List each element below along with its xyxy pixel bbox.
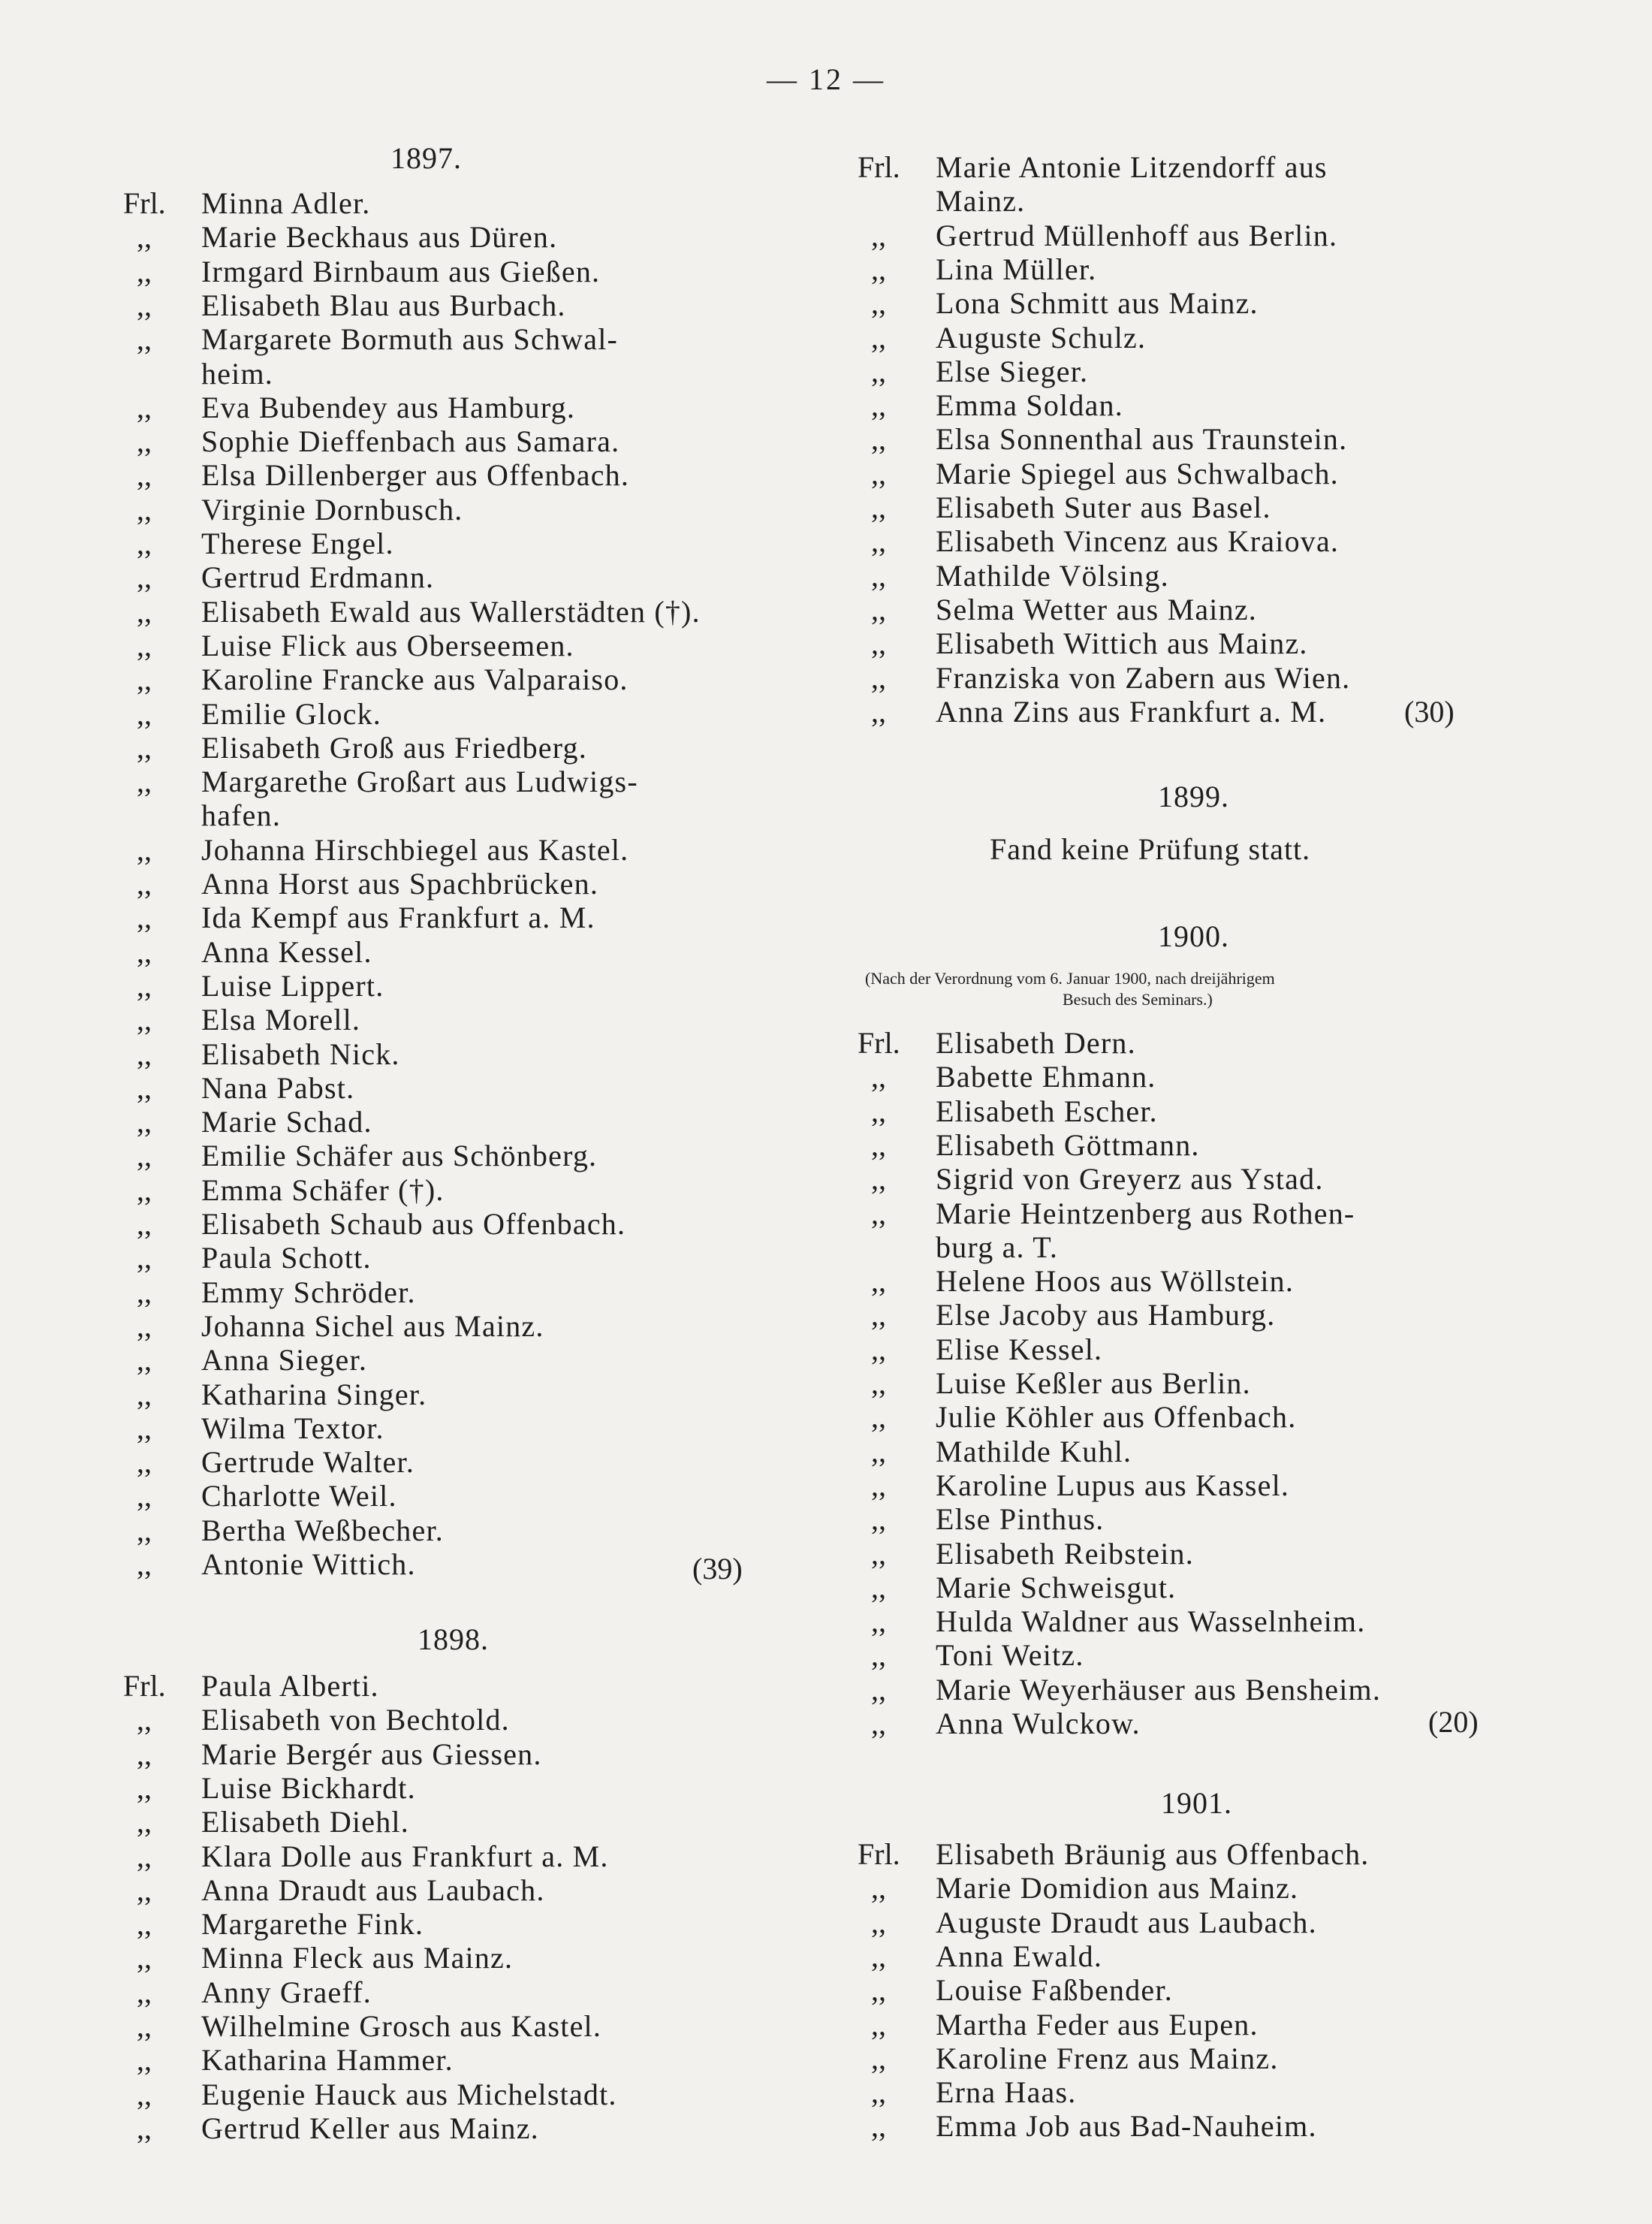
entry-prefix: ,,	[871, 1604, 886, 1639]
entry-line: Elise Kessel.	[936, 1332, 1103, 1366]
entry-prefix: ,,	[137, 1308, 152, 1343]
entry-line: Therese Engel.	[201, 527, 394, 560]
count-1898: (30)	[1404, 695, 1455, 729]
entry-prefix: ,,	[137, 1805, 152, 1839]
entry-prefix: Frl.	[858, 1837, 900, 1871]
entry-line: Mainz.	[936, 184, 1026, 219]
entry-prefix: ,,	[871, 1672, 886, 1706]
entry-line: Emma Job aus Bad-Nauheim.	[936, 2109, 1317, 2144]
ordinance-note-line-1: (Nach der Verordnung vom 6. Januar 1900, nach dreijährigem	[865, 969, 1275, 988]
entry-prefix: ,,	[137, 628, 152, 662]
entry-line: Elisabeth Blau aus Burbach.	[201, 288, 566, 322]
entry-line: Elisabeth Diehl.	[201, 1805, 409, 1839]
entry-prefix: ,,	[871, 490, 886, 524]
entry-prefix: ,,	[137, 1907, 152, 1942]
entry-line: hafen.	[201, 798, 282, 833]
entry-line: Charlotte Weil.	[201, 1479, 397, 1513]
entry-line: Selma Wetter aus Mainz.	[936, 592, 1257, 626]
entry-prefix: ,,	[137, 424, 152, 459]
entry-line: Anna Zins aus Frankfurt a. M.	[936, 694, 1327, 729]
entry-line: Elsa Sonnenthal aus Traunstein.	[936, 422, 1348, 457]
entry-line: Karoline Frenz aus Mainz.	[936, 2041, 1279, 2075]
entry-prefix: ,,	[871, 1400, 886, 1435]
entry-prefix: ,,	[871, 1570, 886, 1604]
entry-prefix: ,,	[137, 288, 152, 322]
entry-prefix: ,,	[871, 592, 886, 626]
entry-line: Anna Sieger.	[201, 1343, 368, 1378]
entry-prefix: ,,	[137, 322, 152, 357]
entry-prefix: Frl.	[858, 1026, 900, 1060]
entry-prefix: ,,	[871, 1502, 886, 1537]
entry-prefix: ,,	[137, 1343, 152, 1378]
entry-line: Elisabeth Vincenz aus Kraiova.	[936, 524, 1340, 559]
entry-prefix: ,,	[871, 1939, 886, 1973]
entry-prefix: ,,	[137, 560, 152, 595]
year-heading-1897: 1897.	[390, 141, 462, 175]
entry-prefix: ,,	[137, 696, 152, 731]
entry-line: Karoline Lupus aus Kassel.	[936, 1468, 1290, 1502]
entry-line: Luise Keßler aus Berlin.	[936, 1366, 1251, 1400]
entry-line: Hulda Waldner aus Wasselnheim.	[936, 1604, 1366, 1639]
entry-line: Gertrud Keller aus Mainz.	[201, 2111, 539, 2145]
entry-prefix: ,,	[871, 626, 886, 661]
entry-line: Luise Lippert.	[201, 968, 384, 1003]
entry-prefix: ,,	[137, 458, 152, 493]
entry-prefix: ,,	[137, 254, 152, 288]
entry-prefix: ,,	[137, 1770, 152, 1805]
entry-line: Marie Domidion aus Mainz.	[936, 1871, 1299, 1906]
entry-line: Elisabeth Suter aus Basel.	[936, 490, 1271, 524]
entry-line: Anna Horst aus Spachbrücken.	[201, 867, 599, 901]
entry-prefix: ,,	[137, 2077, 152, 2111]
entry-line: Bertha Weßbecher.	[201, 1513, 444, 1547]
year-heading-1901: 1901.	[1161, 1786, 1232, 1820]
entry-prefix: ,,	[137, 1207, 152, 1241]
entry-line: Elisabeth Bräunig aus Offenbach.	[936, 1837, 1370, 1871]
entry-line: Katharina Hammer.	[201, 2043, 454, 2078]
entry-line: Elisabeth Wittich aus Mainz.	[936, 626, 1308, 661]
entry-line: Marie Bergér aus Giessen.	[201, 1737, 542, 1771]
entry-line: Marie Weyerhäuser aus Bensheim.	[936, 1672, 1382, 1706]
entry-prefix: ,,	[137, 968, 152, 1003]
entry-line: heim.	[201, 356, 273, 391]
entry-prefix: ,,	[137, 220, 152, 255]
entry-line: Elisabeth Escher.	[936, 1094, 1158, 1128]
entry-line: Sophie Dieffenbach aus Samara.	[201, 424, 620, 459]
entry-line: Elisabeth von Bechtold.	[201, 1703, 510, 1737]
entry-prefix: ,,	[871, 1264, 886, 1299]
entry-prefix: ,,	[871, 1127, 886, 1162]
entry-line: Anna Draudt aus Laubach.	[201, 1872, 545, 1907]
entry-prefix: ,,	[137, 765, 152, 799]
entry-prefix: ,,	[137, 390, 152, 424]
entry-line: Nana Pabst.	[201, 1070, 355, 1105]
entry-line: Emma Schäfer (†).	[201, 1172, 445, 1207]
entry-prefix: Frl.	[858, 150, 900, 184]
entry-line: Martha Feder aus Eupen.	[936, 2007, 1259, 2041]
entry-prefix: ,,	[871, 456, 886, 490]
entry-line: Elsa Morell.	[201, 1003, 361, 1037]
entry-line: Paula Schott.	[201, 1241, 372, 1275]
entry-prefix: ,,	[871, 218, 886, 252]
entry-prefix: ,,	[871, 422, 886, 457]
entry-prefix: ,,	[871, 1706, 886, 1740]
entry-line: Gertrud Müllenhoff aus Berlin.	[936, 218, 1338, 252]
entry-prefix: ,,	[137, 492, 152, 527]
entry-line: Elisabeth Groß aus Friedberg.	[201, 730, 587, 765]
entry-line: Margarethe Fink.	[201, 1907, 424, 1942]
entry-line: Else Jacoby aus Hamburg.	[936, 1298, 1276, 1332]
entry-prefix: ,,	[871, 2109, 886, 2144]
entry-line: Antonie Wittich.	[201, 1547, 416, 1581]
entry-line: Else Pinthus.	[936, 1502, 1105, 1537]
entry-line: Franziska von Zabern aus Wien.	[936, 660, 1351, 695]
entry-line: Elisabeth Dern.	[936, 1026, 1136, 1060]
entry-line: Elisabeth Nick.	[201, 1037, 400, 1071]
entry-line: Marie Heintzenberg aus Rothen-	[936, 1196, 1355, 1230]
entry-prefix: ,,	[871, 2041, 886, 2075]
entry-prefix: ,,	[137, 1479, 152, 1513]
entry-line: Emmy Schröder.	[201, 1275, 416, 1309]
entry-prefix: ,,	[137, 867, 152, 901]
entry-line: Anna Kessel.	[201, 934, 372, 969]
entry-prefix: ,,	[137, 1737, 152, 1771]
entry-line: Katharina Singer.	[201, 1377, 427, 1411]
entry-prefix: ,,	[871, 1434, 886, 1468]
entry-line: Lina Müller.	[936, 252, 1097, 286]
entry-line: Mathilde Völsing.	[936, 558, 1169, 593]
entry-prefix: ,,	[137, 730, 152, 765]
entry-prefix: ,,	[871, 388, 886, 423]
entry-prefix: ,,	[137, 1105, 152, 1139]
entry-line: Emma Soldan.	[936, 388, 1123, 423]
entry-line: Emilie Schäfer aus Schönberg.	[201, 1139, 598, 1173]
entry-prefix: ,,	[871, 2075, 886, 2110]
entry-line: Virginie Dornbusch.	[201, 492, 463, 527]
entry-prefix: ,,	[137, 1275, 152, 1309]
entry-line: Johanna Sichel aus Mainz.	[201, 1308, 544, 1343]
entry-line: Johanna Hirschbiegel aus Kastel.	[201, 832, 629, 867]
entry-prefix: ,,	[871, 1196, 886, 1230]
entry-prefix: ,,	[137, 832, 152, 867]
entry-prefix: ,,	[871, 1905, 886, 1939]
entry-line: Marie Antonie Litzendorff aus	[936, 150, 1328, 184]
entry-line: Elsa Dillenberger aus Offenbach.	[201, 458, 630, 493]
entry-prefix: ,,	[871, 1468, 886, 1502]
entry-line: Sigrid von Greyerz aus Ystad.	[936, 1162, 1324, 1196]
entry-prefix: ,,	[137, 1241, 152, 1275]
entry-prefix: ,,	[871, 1162, 886, 1196]
entry-line: Lona Schmitt aus Mainz.	[936, 286, 1259, 321]
entry-prefix: ,,	[137, 1172, 152, 1207]
entry-prefix: ,,	[137, 901, 152, 935]
ordinance-note-line-2: Besuch des Seminars.)	[1063, 990, 1213, 1009]
entry-prefix: ,,	[871, 1638, 886, 1673]
entry-line: Else Sieger.	[936, 354, 1089, 388]
entry-prefix: ,,	[137, 2009, 152, 2043]
entry-line: Irmgard Birnbaum aus Gießen.	[201, 254, 601, 288]
entry-line: Wilhelmine Grosch aus Kastel.	[201, 2009, 602, 2043]
entry-line: Luise Bickhardt.	[201, 1770, 416, 1805]
entry-line: Minna Fleck aus Mainz.	[201, 1941, 514, 1975]
entry-prefix: ,,	[871, 524, 886, 559]
entry-line: Eva Bubendey aus Hamburg.	[201, 390, 576, 424]
entry-line: Anny Graeff.	[201, 1975, 372, 2009]
year-heading-1900: 1900.	[1158, 919, 1229, 953]
entry-line: Marie Schweisgut.	[936, 1570, 1177, 1604]
count-1900: (20)	[1428, 1705, 1479, 1739]
entry-line: Gertrud Erdmann.	[201, 560, 435, 595]
entry-line: Ida Kempf aus Frankfurt a. M.	[201, 901, 595, 935]
entry-line: Wilma Textor.	[201, 1411, 384, 1445]
count-1897: (39)	[692, 1552, 743, 1586]
entry-line: Babette Ehmann.	[936, 1060, 1156, 1094]
no-exam-note-1899: Fand keine Prüfung statt.	[990, 832, 1311, 866]
entry-line: Minna Adler.	[201, 186, 371, 220]
entry-prefix: ,,	[137, 1377, 152, 1411]
entry-line: Anna Wulckow.	[936, 1706, 1141, 1740]
entry-prefix: ,,	[137, 1872, 152, 1907]
entry-prefix: ,,	[871, 1094, 886, 1128]
entry-line: Elisabeth Schaub aus Offenbach.	[201, 1207, 626, 1241]
entry-prefix: ,,	[137, 1139, 152, 1173]
entry-prefix: Frl.	[123, 186, 166, 220]
entry-line: Paula Alberti.	[201, 1669, 379, 1703]
entry-prefix: ,,	[137, 934, 152, 969]
entry-prefix: ,,	[871, 1060, 886, 1094]
page-number: — 12 —	[767, 62, 885, 96]
entry-line: Anna Ewald.	[936, 1939, 1103, 1973]
entry-line: Emilie Glock.	[201, 696, 381, 731]
entry-prefix: ,,	[137, 1003, 152, 1037]
year-heading-1899: 1899.	[1158, 780, 1229, 813]
entry-line: Auguste Draudt aus Laubach.	[936, 1905, 1317, 1939]
entry-prefix: ,,	[137, 527, 152, 560]
entry-prefix: ,,	[871, 286, 886, 321]
entry-prefix: ,,	[137, 2043, 152, 2078]
entry-prefix: ,,	[871, 354, 886, 388]
entry-prefix: ,,	[871, 1973, 886, 2008]
entry-line: Elisabeth Reibstein.	[936, 1536, 1194, 1571]
entry-prefix: ,,	[137, 662, 152, 697]
entry-line: Marie Schad.	[201, 1105, 372, 1139]
entry-line: Margarethe Großart aus Ludwigs-	[201, 765, 638, 799]
entry-prefix: ,,	[137, 1703, 152, 1737]
entry-prefix: ,,	[137, 594, 152, 629]
entry-line: Marie Spiegel aus Schwalbach.	[936, 456, 1339, 490]
entry-line: Helene Hoos aus Wöllstein.	[936, 1264, 1295, 1299]
entry-line: Auguste Schulz.	[936, 320, 1147, 355]
entry-line: Luise Flick aus Oberseemen.	[201, 628, 574, 662]
entry-line: Marie Beckhaus aus Düren.	[201, 220, 558, 255]
entry-prefix: ,,	[137, 2111, 152, 2145]
entry-line: Erna Haas.	[936, 2075, 1077, 2110]
entry-prefix: ,,	[871, 1298, 886, 1332]
entry-prefix: ,,	[137, 1513, 152, 1547]
entry-line: burg a. T.	[936, 1230, 1059, 1264]
entry-prefix: ,,	[137, 1975, 152, 2009]
entry-line: Toni Weitz.	[936, 1638, 1084, 1673]
entry-line: Karoline Francke aus Valparaiso.	[201, 662, 629, 697]
entry-prefix: ,,	[137, 1070, 152, 1105]
entry-prefix: Frl.	[123, 1669, 166, 1703]
entry-line: Margarete Bormuth aus Schwal-	[201, 322, 619, 357]
entry-line: Mathilde Kuhl.	[936, 1434, 1132, 1468]
entry-prefix: ,,	[871, 694, 886, 729]
entry-line: Gertrude Walter.	[201, 1445, 415, 1480]
entry-prefix: ,,	[871, 660, 886, 695]
entry-prefix: ,,	[871, 1871, 886, 1906]
entry-line: Eugenie Hauck aus Michelstadt.	[201, 2077, 617, 2111]
entry-prefix: ,,	[137, 1941, 152, 1975]
entry-line: Louise Faßbender.	[936, 1973, 1173, 2008]
entry-line: Julie Köhler aus Offenbach.	[936, 1400, 1297, 1435]
entry-prefix: ,,	[871, 2007, 886, 2041]
entry-prefix: ,,	[137, 1445, 152, 1480]
entry-prefix: ,,	[871, 1536, 886, 1571]
entry-line: Klara Dolle aus Frankfurt a. M.	[201, 1839, 609, 1873]
entry-prefix: ,,	[137, 1547, 152, 1581]
year-heading-1898: 1898.	[418, 1622, 489, 1656]
entry-prefix: ,,	[871, 558, 886, 593]
entry-line: Elisabeth Göttmann.	[936, 1127, 1200, 1162]
entry-prefix: ,,	[137, 1037, 152, 1071]
entry-prefix: ,,	[871, 320, 886, 355]
entry-line: Elisabeth Ewald aus Wallerstädten (†).	[201, 594, 701, 629]
entry-prefix: ,,	[137, 1411, 152, 1445]
entry-prefix: ,,	[871, 1332, 886, 1366]
entry-prefix: ,,	[871, 252, 886, 286]
entry-prefix: ,,	[137, 1839, 152, 1873]
entry-prefix: ,,	[871, 1366, 886, 1400]
